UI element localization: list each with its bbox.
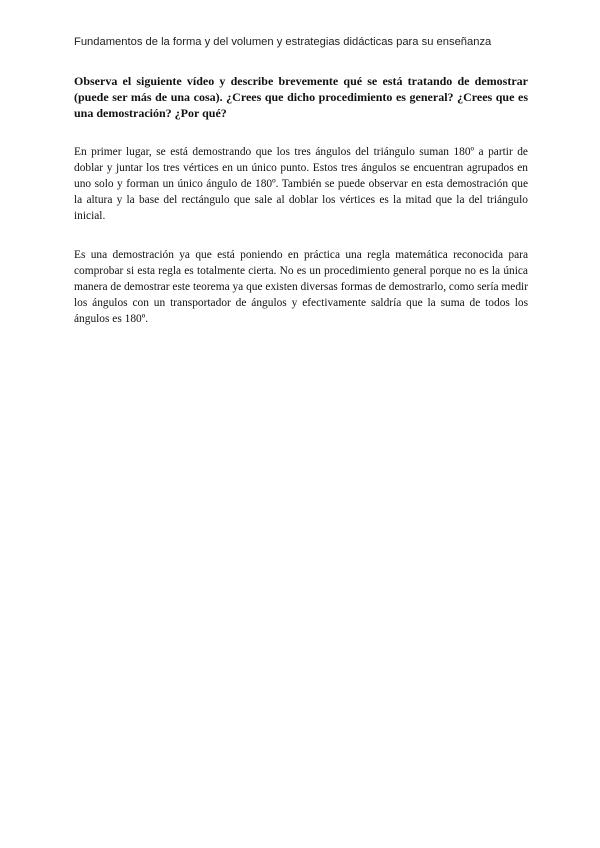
- question-text: Observa el siguiente vídeo y describe brevemente qué se está tratando de demostrar (puede ser más de una cosa). ¿Crees que dicho procedimiento es general? ¿Crees que es una demostración? ¿Por qué?: [74, 74, 528, 120]
- answer-paragraph-1: En primer lugar, se está demostrando que los tres ángulos del triángulo suman 180º a partir de doblar y juntar los tres vértices en un único punto. Estos tres ángulos se encuentran agrupados en uno solo y forman un único ángulo de 180º. También se puede observar en esta demostración que la altura y la base del rectángulo que sale al doblar los vértices es la mitad que la del triángulo inicial.: [74, 146, 528, 222]
- document-body: [74, 73, 528, 327]
- running-header: Fundamentos de la forma y del volumen y estrategias didácticas para su enseñanza: [74, 36, 492, 48]
- answer-paragraph-2: Es una demostración ya que está poniendo en práctica una regla matemática reconocida para comprobar si esta regla es totalmente cierta. No es un procedimiento general porque no es la única manera de demostrar este teorema ya que existen diversas formas de demostrarlo, como sería medir los ángulos con un transportador de ángulos y efectivamente saldría que la suma de todos los ángulos es 180º.: [74, 249, 528, 325]
